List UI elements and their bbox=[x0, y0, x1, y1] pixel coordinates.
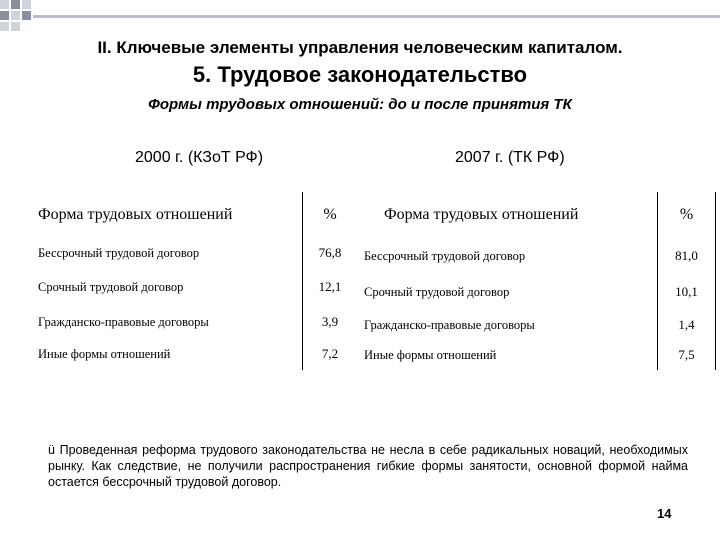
conclusion-note bbox=[48, 442, 688, 490]
col-pct-header: % bbox=[658, 192, 716, 238]
col-form-header: Форма трудовых отношений bbox=[384, 206, 579, 223]
deco-square bbox=[0, 22, 9, 31]
conclusion-text: Проведенная реформа трудового законодательства не несла в себе радикальных новаций, необходимых рынку. Как следствие, не получили распространения гибкие формы занятости, основной формой найма остается бессрочный трудовой договор. bbox=[48, 443, 688, 489]
row-form: Бессрочный трудовой договор bbox=[38, 245, 200, 260]
row-pct: 10,1 bbox=[658, 274, 716, 310]
row-form: Бессрочный трудовой договор bbox=[364, 248, 526, 263]
col-pct-header: % bbox=[303, 192, 358, 238]
checkmark-bullet-icon: ü bbox=[48, 443, 55, 457]
row-form: Гражданско-правовые договоры bbox=[38, 314, 209, 329]
table-row bbox=[36, 268, 357, 306]
slide-subtitle: Формы трудовых отношений: до и после принятия ТК bbox=[148, 96, 572, 113]
header-divider bbox=[33, 15, 720, 18]
table-row bbox=[362, 274, 716, 310]
row-form: Гражданско-правовые договоры bbox=[364, 317, 535, 332]
row-form: Иные формы отношений bbox=[38, 346, 171, 361]
table-row bbox=[362, 310, 716, 340]
section-title: II. Ключевые элементы управления человеческим капиталом. bbox=[97, 38, 623, 57]
deco-square bbox=[22, 11, 31, 20]
deco-square bbox=[0, 11, 9, 20]
row-pct: 3,9 bbox=[303, 306, 358, 338]
row-pct: 81,0 bbox=[658, 238, 716, 274]
deco-square bbox=[11, 0, 20, 9]
deco-square bbox=[11, 22, 20, 31]
left-table bbox=[36, 192, 357, 370]
table-row bbox=[362, 238, 716, 274]
table-row bbox=[36, 306, 357, 338]
row-pct: 12,1 bbox=[303, 268, 358, 306]
slide-title: 5. Трудовое законодательство bbox=[192, 62, 528, 87]
right-year-label: 2007 г. (ТК РФ) bbox=[455, 149, 565, 166]
row-form: Срочный трудовой договор bbox=[38, 279, 184, 294]
row-pct: 1,4 bbox=[658, 310, 716, 340]
deco-square bbox=[22, 0, 31, 9]
row-pct: 76,8 bbox=[303, 238, 358, 268]
page-number: 14 bbox=[657, 506, 672, 521]
table-header-row bbox=[36, 192, 357, 238]
col-form-header: Форма трудовых отношений bbox=[38, 206, 233, 223]
row-pct: 7,2 bbox=[303, 338, 358, 370]
deco-square bbox=[0, 0, 9, 9]
table-row bbox=[36, 338, 357, 370]
row-form: Иные формы отношений bbox=[364, 347, 497, 362]
row-pct: 7,5 bbox=[658, 340, 716, 370]
table-header-row bbox=[362, 192, 716, 238]
left-year-label: 2000 г. (КЗоТ РФ) bbox=[135, 149, 264, 166]
row-form: Срочный трудовой договор bbox=[364, 284, 510, 299]
table-row bbox=[362, 340, 716, 370]
table-row bbox=[36, 238, 357, 268]
right-table bbox=[362, 192, 716, 370]
deco-square bbox=[11, 11, 20, 20]
